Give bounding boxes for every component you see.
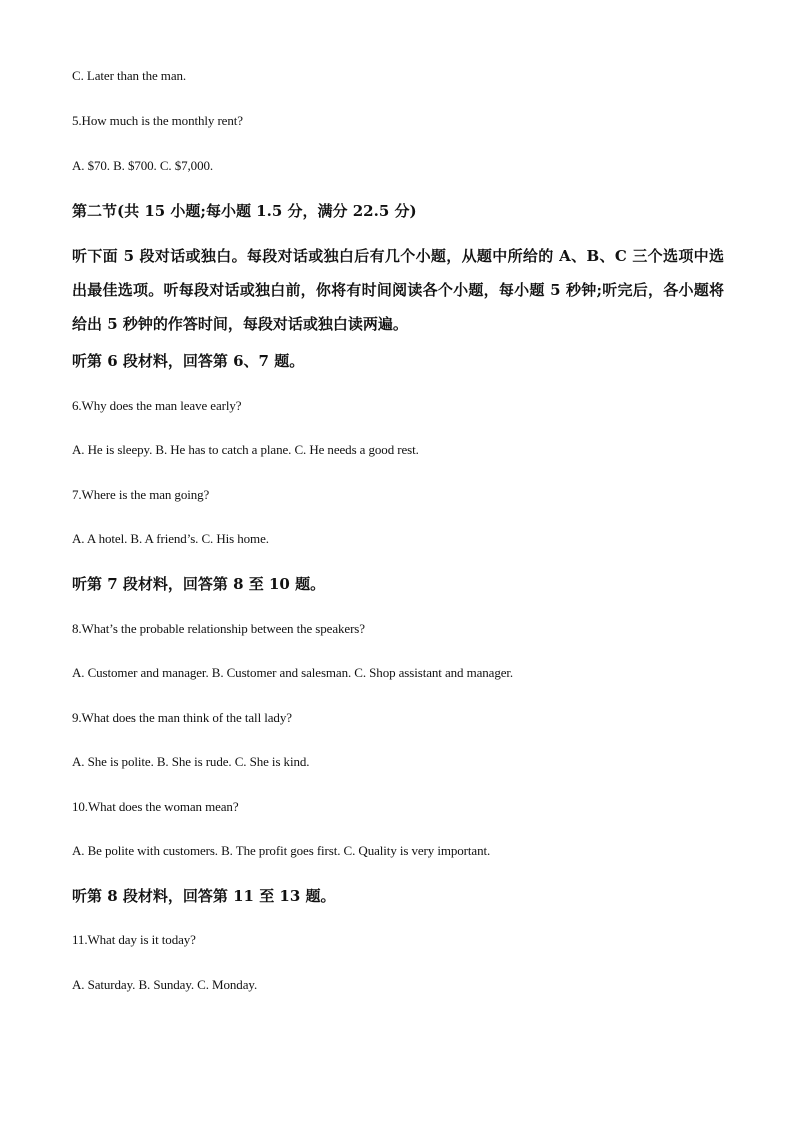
section-2-heading: 第二节(共 15 小题;每小题 1.5 分，满分 22.5 分) xyxy=(72,202,417,220)
question-9: 9.What does the man think of the tall lady? xyxy=(72,710,292,725)
section-2-instructions: 听下面 5 段对话或独白。每段对话或独白后有几个小题，从题中所给的 A、B、C 三个选项中选出最佳选项。听每段对话或独白前，你将有时间阅读各个小题，每小题 5 秒钟;听完后，各小题将给出 5 秒钟的作答时间，每段对话或独白读两遍。 xyxy=(72,247,724,333)
question-11-options: A. Saturday. B. Sunday. C. Monday. xyxy=(72,977,258,992)
question-7: 7.Where is the man going? xyxy=(72,487,210,502)
question-10-options: A. Be polite with customers. B. The profit goes first. C. Quality is very important. xyxy=(72,843,491,858)
passage-6-heading: 听第 6 段材料，回答第 6、7 题。 xyxy=(72,352,305,370)
question-11: 11.What day is it today? xyxy=(72,932,196,947)
passage-7-heading: 听第 7 段材料，回答第 8 至 10 题。 xyxy=(72,575,326,593)
question-10: 10.What does the woman mean? xyxy=(72,799,239,814)
question-8-options: A. Customer and manager. B. Customer and salesman. C. Shop assistant and manager. xyxy=(72,665,514,680)
question-9-options: A. She is polite. B. She is rude. C. She is kind. xyxy=(72,754,310,769)
question-4-option-c: C. Later than the man. xyxy=(72,68,187,83)
question-5-options: A. $70. B. $700. C. $7,000. xyxy=(72,158,214,173)
question-8: 8.What’s the probable relationship between the speakers? xyxy=(72,621,365,636)
passage-8-heading: 听第 8 段材料，回答第 11 至 13 题。 xyxy=(72,887,336,905)
question-7-options: A. A hotel. B. A friend’s. C. His home. xyxy=(72,531,269,546)
question-6: 6.Why does the man leave early? xyxy=(72,398,242,413)
question-5: 5.How much is the monthly rent? xyxy=(72,113,243,128)
question-6-options: A. He is sleepy. B. He has to catch a plane. C. He needs a good rest. xyxy=(72,442,419,457)
